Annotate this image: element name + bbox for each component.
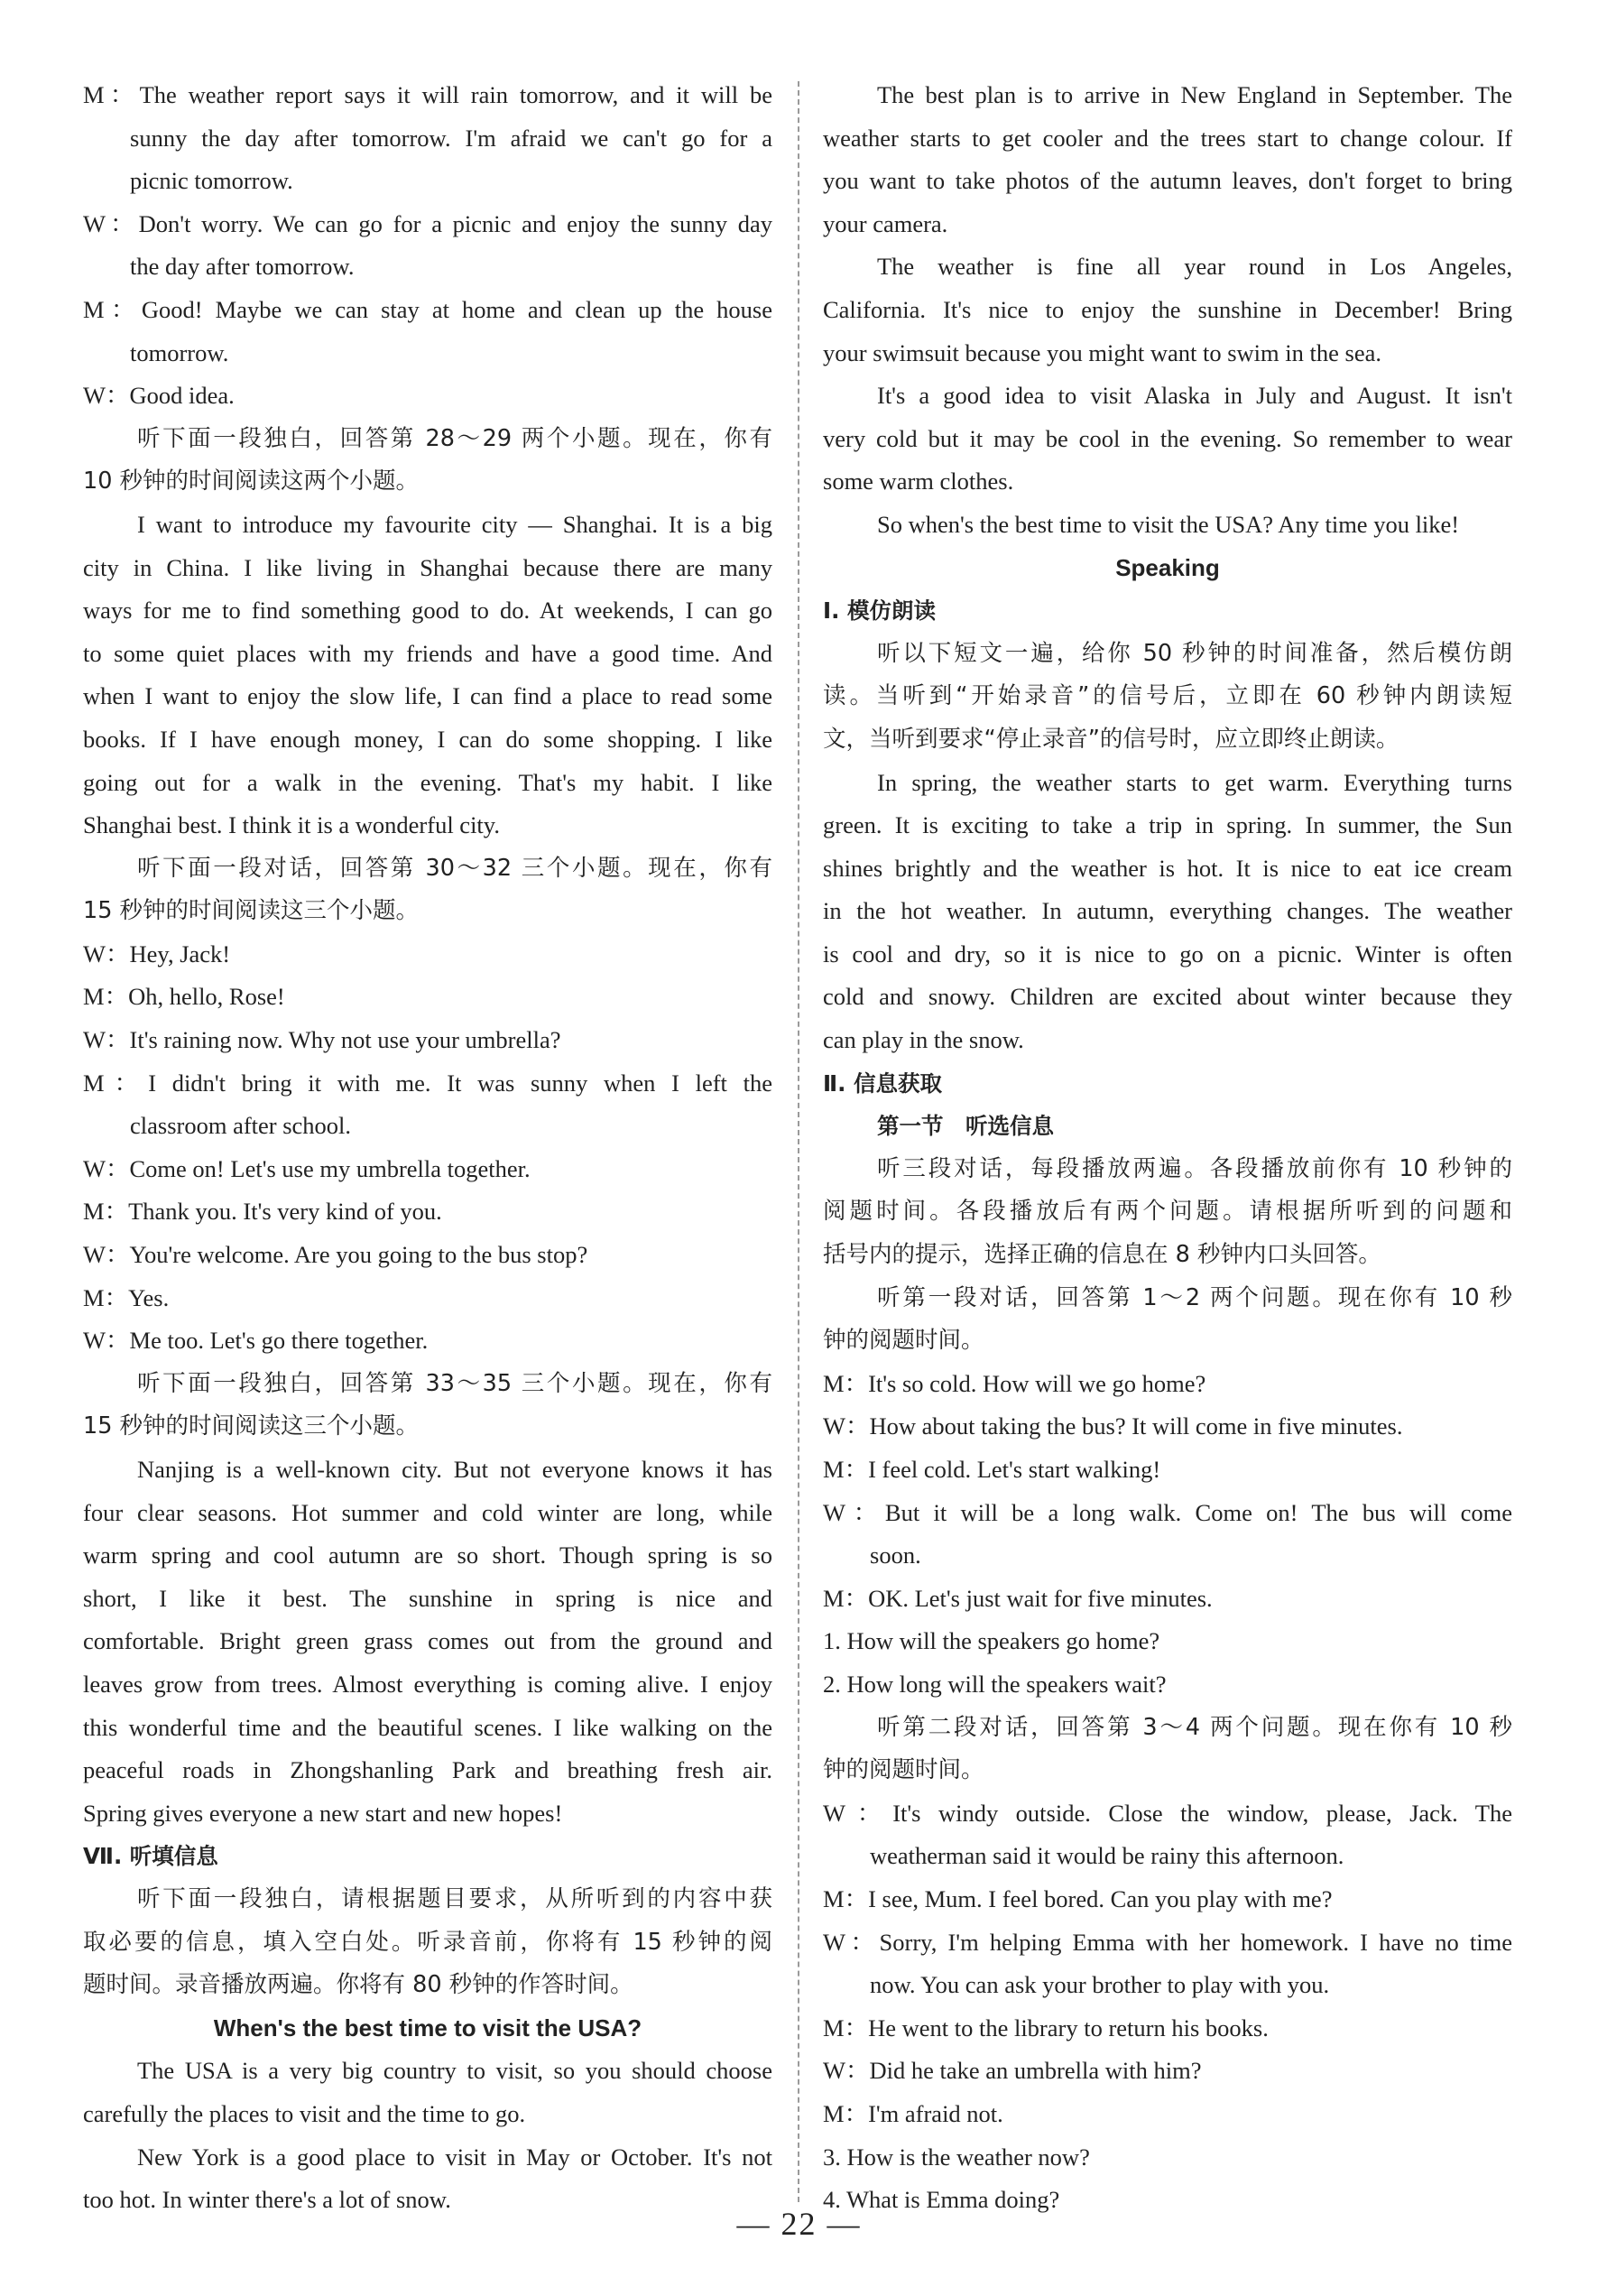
text-line: W：Hey, Jack! — [83, 940, 231, 967]
text-line: Ⅱ. 信息获取 — [823, 1069, 942, 1097]
text-line: Ⅶ. 听填信息 — [83, 1843, 218, 1870]
text-line: The USA is a very big country to visit, so you should choose — [137, 2057, 772, 2085]
text-line: 读。当听到“开始录音”的信号后，立即在 60 秒钟内朗读短 — [823, 682, 1512, 710]
text-line: New York is a good place to visit in May or October. It's not — [137, 2143, 772, 2171]
text-line: Spring gives everyone a new start and new hopes! — [83, 1799, 563, 1827]
left-column — [83, 74, 772, 2222]
text-line: can play in the snow. — [823, 1026, 1024, 1054]
text-line: four clear seasons. Hot summer and cold winter are long, while — [83, 1498, 772, 1526]
text-line: weatherman said it would be rainy this afternoon. — [870, 1842, 1344, 1870]
text-line: warm spring and cool autumn are so short. Though spring is so — [83, 1541, 772, 1569]
text-line: sunny the day after tomorrow. I'm afraid we can't go for a — [130, 124, 772, 152]
text-line: the day after tomorrow. — [130, 253, 355, 281]
text-line: M：Yes. — [83, 1283, 170, 1311]
text-line: W：How about taking the bus? It will come in five minutes. — [823, 1412, 1403, 1440]
text-line: picnic tomorrow. — [130, 167, 293, 195]
text-line: your camera. — [823, 209, 948, 237]
text-line: M：The weather report says it will rain tomorrow, and it will be — [83, 81, 772, 108]
text-line: in the hot weather. In autumn, everything changes. The weather — [823, 897, 1512, 925]
text-line: M：Oh, hello, Rose! — [83, 983, 285, 1011]
text-line: too hot. In winter there's a lot of snow. — [83, 2186, 451, 2214]
text-line: W：It's raining now. Why not use your umbrella? — [83, 1026, 561, 1054]
text-line: Nanjing is a well-known city. But not everyone knows it has — [137, 1456, 772, 1483]
text-line: M：I see, Mum. I feel bored. Can you play with me? — [823, 1884, 1333, 1912]
text-line: comfortable. Bright green grass comes out from the ground and — [83, 1627, 772, 1655]
text-line: 4. What is Emma doing? — [823, 2186, 1060, 2214]
text-line: you want to take photos of the autumn leaves, don't forget to bring — [823, 167, 1512, 195]
text-line: M：OK. Let's just wait for five minutes. — [823, 1584, 1213, 1612]
text-line: cold and snowy. Children are excited about winter because they — [823, 983, 1512, 1011]
text-line: 2. How long will the speakers wait? — [823, 1670, 1167, 1698]
text-line: 钟的阅题时间。 — [823, 1756, 984, 1784]
text-line: So when's the best time to visit the USA? Any time you like! — [877, 510, 1460, 538]
text-line: some warm clothes. — [823, 468, 1014, 495]
text-line: M：Thank you. It's very kind of you. — [83, 1198, 442, 1226]
text-line: carefully the places to visit and the time to go. — [83, 2099, 526, 2127]
right-column — [823, 74, 1512, 2222]
text-line: It's a good idea to visit Alaska in July and August. It isn't — [877, 382, 1512, 410]
text-line: W：But it will be a long walk. Come on! The bus will come — [823, 1498, 1512, 1526]
text-line: W：Did he take an umbrella with him? — [823, 2057, 1202, 2085]
text-line: shines brightly and the weather is hot. It is nice to eat ice cream — [823, 854, 1512, 882]
text-line: 听第一段对话，回答第 1～2 两个问题。现在你有 10 秒 — [877, 1283, 1512, 1311]
text-line: going out for a walk in the evening. That's my habit. I like — [83, 768, 772, 796]
text-line: leaves grow from trees. Almost everything is coming alive. I enjoy — [83, 1670, 772, 1698]
text-line: is cool and dry, so it is nice to go on a picnic. Winter is often — [823, 940, 1512, 967]
text-line: 听三段对话，每段播放两遍。各段播放前你有 10 秒钟的 — [877, 1154, 1512, 1182]
text-line: 取必要的信息，填入空白处。听录音前，你将有 15 秒钟的阅 — [83, 1928, 772, 1956]
text-line: M：I didn't bring it with me. It was sunny when I left the — [83, 1069, 772, 1097]
text-line: 10 秒钟的时间阅读这两个小题。 — [83, 468, 420, 495]
text-line: The weather is fine all year round in Los Angeles, — [877, 253, 1512, 281]
text-line: W：Sorry, I'm helping Emma with her homework. I have no time — [823, 1928, 1512, 1956]
text-line: 题时间。录音播放两遍。你将有 80 秒钟的作答时间。 — [83, 1971, 633, 1999]
text-line: green. It is exciting to take a trip in spring. In summer, the Sun — [823, 811, 1512, 839]
text-line: M：I'm afraid not. — [823, 2099, 1003, 2127]
text-line: W：You're welcome. Are you going to the bus stop? — [83, 1241, 588, 1269]
text-line: books. If I have enough money, I can do some shopping. I like — [83, 725, 772, 753]
text-line: ways for me to find something good to do. At weekends, I can go — [83, 597, 772, 625]
text-line: In spring, the weather starts to get warm. Everything turns — [877, 768, 1512, 796]
text-line: 听下面一段独白，回答第 33～35 三个小题。现在，你有 — [137, 1369, 772, 1397]
text-line: 15 秒钟的时间阅读这三个小题。 — [83, 1412, 420, 1440]
text-line: 听下面一段对话，回答第 30～32 三个小题。现在，你有 — [137, 854, 772, 882]
text-line: M：It's so cold. How will we go home? — [823, 1369, 1206, 1397]
text-line: tomorrow. — [130, 338, 229, 366]
text-line: When's the best time to visit the USA? — [213, 2014, 642, 2041]
text-line: 15 秒钟的时间阅读这三个小题。 — [83, 897, 420, 925]
text-line: 3. How is the weather now? — [823, 2143, 1090, 2171]
page-number: — 22 — — [736, 2206, 862, 2242]
text-line: W：It's windy outside. Close the window, please, Jack. The — [823, 1799, 1512, 1827]
text-line: 第一节 听选信息 — [877, 1113, 1054, 1140]
text-line: very cold but it may be cool in the evening. So remember to wear — [823, 424, 1512, 452]
column-divider — [798, 81, 799, 2202]
text-line: W：Don't worry. We can go for a picnic and enjoy the sunny day — [83, 209, 772, 237]
text-line: 听以下短文一遍，给你 50 秒钟的时间准备，然后模仿朗 — [877, 639, 1512, 667]
text-line: to some quiet places with my friends and have a good time. And — [83, 639, 772, 667]
text-line: when I want to enjoy the slow life, I can find a place to read some — [83, 682, 772, 710]
text-line: peaceful roads in Zhongshanling Park and breathing fresh air. — [83, 1756, 772, 1784]
text-line: weather starts to get cooler and the trees start to change colour. If — [823, 124, 1512, 152]
text-line: 1. How will the speakers go home? — [823, 1627, 1160, 1655]
text-line: this wonderful time and the beautiful scenes. I like walking on the — [83, 1713, 772, 1741]
text-line: M：He went to the library to return his books. — [823, 2014, 1269, 2041]
text-line: 听下面一段独白，回答第 28～29 两个小题。现在，你有 — [137, 424, 772, 452]
text-line: classroom after school. — [130, 1112, 352, 1140]
text-line: Shanghai best. I think it is a wonderful city. — [83, 811, 500, 839]
text-line: short, I like it best. The sunshine in spring is nice and — [83, 1584, 772, 1612]
text-line: Speaking — [1115, 553, 1220, 581]
text-line: M：Good! Maybe we can stay at home and clean up the house — [83, 295, 772, 323]
text-line: 文，当听到要求“停止录音”的信号时，应立即终止朗读。 — [823, 725, 1399, 753]
text-line: I want to introduce my favourite city — Shanghai. It is a big — [137, 510, 772, 538]
text-line: California. It's nice to enjoy the sunshine in December! Bring — [823, 295, 1512, 323]
text-line: W：Me too. Let's go there together. — [83, 1327, 429, 1355]
text-line: M：I feel cold. Let's start walking! — [823, 1456, 1161, 1483]
text-line: soon. — [870, 1541, 921, 1569]
text-line: city in China. I like living in Shanghai because there are many — [83, 553, 772, 581]
text-line: W：Good idea. — [83, 382, 235, 410]
text-line: now. You can ask your brother to play with you. — [870, 1971, 1330, 1999]
text-line: 听第二段对话，回答第 3～4 两个问题。现在你有 10 秒 — [877, 1713, 1512, 1741]
text-line: Ⅰ. 模仿朗读 — [823, 597, 936, 625]
text-line: your swimsuit because you might want to swim in the sea. — [823, 338, 1381, 366]
text-line: 听下面一段独白，请根据题目要求，从所听到的内容中获 — [137, 1884, 772, 1912]
text-line: 钟的阅题时间。 — [823, 1327, 984, 1355]
text-line: The best plan is to arrive in New England in September. The — [877, 81, 1512, 108]
text-line: 括号内的提示，选择正确的信息在 8 秒钟内口头回答。 — [823, 1241, 1381, 1269]
text-line: 阅题时间。各段播放后有两个问题。请根据所听到的问题和 — [823, 1198, 1512, 1226]
text-line: W：Come on! Let's use my umbrella together. — [83, 1154, 531, 1182]
